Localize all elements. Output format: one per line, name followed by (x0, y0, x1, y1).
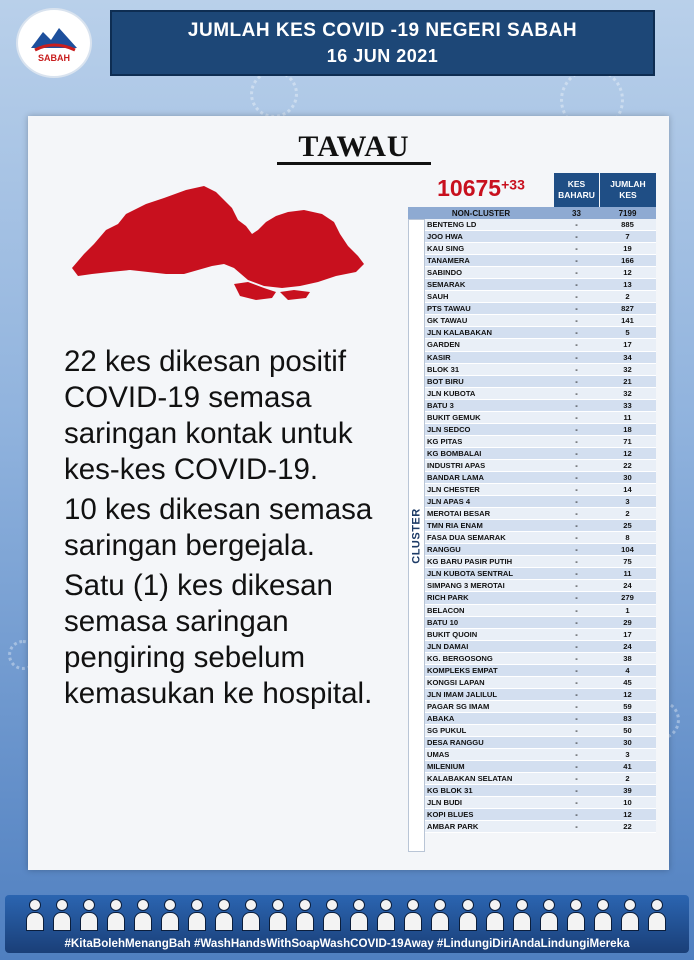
cluster-name: SAUH (427, 292, 449, 302)
cluster-total: 279 (621, 593, 634, 603)
cluster-name: PTS TAWAU (427, 304, 471, 314)
cluster-total: 885 (621, 220, 634, 230)
cluster-name: BATU 10 (427, 617, 459, 627)
cluster-name: JLN KALABAKAN (427, 328, 492, 338)
cluster-name: BATU 3 (427, 400, 454, 410)
worker-icon (107, 897, 125, 931)
cluster-name: KOPI BLUES (427, 810, 474, 820)
cluster-new: - (575, 738, 578, 748)
cluster-total: 41 (623, 762, 632, 772)
cluster-row (425, 617, 656, 629)
cluster-name: KONGSI LAPAN (427, 677, 485, 687)
district-title: TAWAU (277, 131, 431, 165)
cluster-total: 3 (625, 497, 630, 507)
cluster-row (425, 605, 656, 617)
cluster-row (425, 749, 656, 761)
cluster-new: - (575, 605, 578, 615)
cluster-new: - (575, 232, 578, 242)
cluster-name: BLOK 31 (427, 364, 460, 374)
cluster-row (425, 556, 656, 568)
cluster-row (425, 448, 656, 460)
cluster-label (408, 219, 425, 852)
cluster-row (425, 255, 656, 267)
cluster-total: 17 (623, 340, 632, 350)
cluster-row (425, 508, 656, 520)
cluster-name: JLN APAS 4 (427, 497, 471, 507)
cluster-total: 3 (625, 750, 630, 760)
cluster-new: - (575, 497, 578, 507)
cluster-row (425, 761, 656, 773)
cluster-new: - (575, 545, 578, 555)
worker-icon (513, 897, 531, 931)
non-cluster-new: 33 (572, 208, 581, 218)
cluster-name: DESA RANGGU (427, 738, 484, 748)
description-paragraph-3: Satu (1) kes dikesan semasa saringan pengiring sebelum kemasukan ke hospital. (64, 569, 373, 710)
cluster-new: - (575, 412, 578, 422)
virus-decoration-icon (250, 70, 298, 118)
worker-icon (242, 897, 260, 931)
cluster-new: - (575, 485, 578, 495)
worker-icon (161, 897, 179, 931)
sabah-state-logo-icon (29, 24, 79, 52)
cluster-name: BANDAR LAMA (427, 473, 484, 482)
cluster-total: 2 (625, 509, 630, 519)
cluster-new: - (575, 244, 578, 254)
cluster-row (425, 472, 656, 484)
worker-icon (188, 897, 206, 931)
cluster-row (425, 388, 656, 400)
column-header-total-cases-label: JUMLAH KES (610, 179, 646, 200)
cluster-row (425, 629, 656, 641)
cluster-new: - (575, 701, 578, 711)
cluster-name: BELACON (427, 605, 465, 615)
cluster-row (425, 737, 656, 749)
cluster-name: INDUSTRI APAS (427, 460, 486, 470)
cluster-new: - (575, 400, 578, 410)
cluster-name: AMBAR PARK (427, 822, 479, 832)
cluster-new: - (575, 220, 578, 230)
cluster-name: KG BARU PASIR PUTIH (427, 557, 513, 567)
worker-icon (431, 897, 449, 931)
cluster-row (425, 267, 656, 279)
cluster-new: - (575, 762, 578, 772)
cluster-total: 30 (623, 738, 632, 748)
cluster-total: 1 (625, 605, 630, 615)
cluster-row (425, 352, 656, 364)
logo-text: SABAH (37, 52, 70, 63)
cluster-total: 39 (623, 786, 632, 796)
column-header-new-cases (554, 173, 599, 207)
cluster-row (425, 303, 656, 315)
cluster-row (425, 315, 656, 327)
cluster-new: - (575, 641, 578, 651)
worker-icon (80, 897, 98, 931)
cluster-new: - (575, 424, 578, 434)
worker-icon (26, 897, 44, 931)
cluster-total: 14 (623, 485, 632, 495)
cluster-total: 22 (623, 822, 632, 832)
cluster-new: - (575, 617, 578, 627)
cluster-new: - (575, 473, 578, 482)
cluster-name: KG BOMBALAI (427, 448, 482, 458)
cluster-total: 75 (623, 557, 632, 567)
cluster-new: - (575, 292, 578, 302)
cluster-total: 19 (623, 244, 632, 254)
cluster-name: GARDEN (427, 340, 460, 350)
cluster-name: MILENIUM (427, 762, 465, 772)
cluster-total: 12 (623, 810, 632, 820)
cluster-name: JLN CHESTER (427, 485, 480, 495)
cluster-new: - (575, 557, 578, 567)
non-cluster-row (408, 207, 656, 219)
total-cases (408, 175, 554, 205)
cluster-row (425, 821, 656, 833)
cluster-name: TMN RIA ENAM (427, 521, 483, 531)
cluster-new: - (575, 689, 578, 699)
cluster-new: - (575, 364, 578, 374)
cluster-total: 10 (623, 798, 632, 808)
cluster-name: JLN IMAM JALILUL (427, 689, 498, 699)
cluster-new: - (575, 521, 578, 531)
cluster-row (425, 785, 656, 797)
non-cluster-name: NON-CLUSTER (451, 208, 511, 218)
cluster-new: - (575, 822, 578, 832)
cluster-row (425, 424, 656, 436)
worker-icon (134, 897, 152, 931)
cluster-new: - (575, 316, 578, 326)
cluster-new: - (575, 352, 578, 362)
cluster-new: - (575, 810, 578, 820)
cluster-total: 11 (623, 569, 632, 579)
cluster-total: 29 (623, 617, 632, 627)
cluster-row (425, 219, 656, 231)
cluster-total: 45 (623, 677, 632, 687)
cluster-name: KOMPLEKS EMPAT (427, 665, 498, 675)
cluster-new: - (575, 665, 578, 675)
cluster-row (425, 484, 656, 496)
cluster-total: 7 (625, 232, 630, 242)
cluster-total: 50 (623, 725, 632, 735)
cluster-total: 12 (623, 268, 632, 278)
worker-icon (594, 897, 612, 931)
cluster-total: 30 (623, 473, 632, 482)
cluster-row (425, 580, 656, 592)
header-title: JUMLAH KES COVID -19 NEGERI SABAH (187, 20, 578, 41)
sabah-logo (16, 8, 92, 78)
cluster-name: RANGGU (427, 545, 461, 555)
cluster-row (425, 592, 656, 604)
cluster-name: SG PUKUL (427, 725, 467, 735)
cluster-name: FASA DUA SEMARAK (427, 533, 506, 543)
description-paragraph-2: 10 kes dikesan semasa saringan bergejala. (64, 493, 373, 562)
cluster-name: JLN BUDI (427, 798, 463, 808)
cluster-name: SIMPANG 3 MEROTAI (427, 581, 505, 591)
new-cases-increment: +33 (501, 176, 525, 193)
cluster-new: - (575, 328, 578, 338)
cluster-total: 71 (623, 436, 632, 446)
cluster-row (425, 243, 656, 255)
cluster-name: JLN SEDCO (427, 424, 471, 434)
cluster-name: SABINDO (427, 268, 463, 278)
cluster-new: - (575, 581, 578, 591)
cluster-new: - (575, 304, 578, 314)
cluster-total: 11 (623, 412, 632, 422)
cluster-row (425, 641, 656, 653)
tawau-map-icon (66, 182, 372, 306)
cluster-row (425, 532, 656, 544)
cluster-row (425, 713, 656, 725)
cluster-total: 4 (625, 665, 630, 675)
cluster-total: 32 (623, 364, 632, 374)
cluster-total: 34 (623, 352, 632, 362)
cluster-row (425, 773, 656, 785)
cluster-name: JOO HWA (427, 232, 463, 242)
cluster-total: 33 (623, 400, 632, 410)
cluster-name: PAGAR SG IMAM (427, 701, 490, 711)
cluster-name: KG PITAS (427, 436, 463, 446)
cluster-name: UMAS (427, 750, 450, 760)
cluster-row (425, 701, 656, 713)
cluster-total: 38 (623, 653, 632, 663)
worker-icon (404, 897, 422, 931)
cluster-total: 104 (621, 545, 634, 555)
cluster-total: 83 (623, 713, 632, 723)
cluster-row (425, 520, 656, 532)
cluster-name: BOT BIRU (427, 376, 464, 386)
cluster-row (425, 665, 656, 677)
cluster-total: 17 (623, 629, 632, 639)
non-cluster-total: 7199 (618, 208, 637, 218)
cluster-name: JLN DAMAI (427, 641, 469, 651)
cluster-total: 32 (623, 388, 632, 398)
cluster-label-text: CLUSTER (410, 507, 423, 564)
worker-icon (350, 897, 368, 931)
cluster-row (425, 436, 656, 448)
worker-icon (215, 897, 233, 931)
cluster-name: GK TAWAU (427, 316, 468, 326)
cluster-total: 12 (623, 448, 632, 458)
footer-hashtags: #KitaBolehMenangBah #WashHandsWithSoapWashCOVID-19Away #LindungiDiriAndaLindungiMereka (64, 937, 630, 950)
cluster-new: - (575, 509, 578, 519)
cluster-new: - (575, 653, 578, 663)
cluster-new: - (575, 750, 578, 760)
cluster-name: SEMARAK (427, 280, 466, 290)
worker-icon (486, 897, 504, 931)
cluster-new: - (575, 436, 578, 446)
cluster-row (425, 544, 656, 556)
cluster-new: - (575, 629, 578, 639)
cluster-new: - (575, 376, 578, 386)
cluster-row (425, 279, 656, 291)
cluster-name: KG. BERGOSONG (427, 653, 493, 663)
worker-icon (567, 897, 585, 931)
column-header-new-cases-label: KES BAHARU (558, 179, 595, 200)
cluster-row (425, 364, 656, 376)
cluster-name: JLN KUBOTA SENTRAL (427, 569, 514, 579)
cluster-new: - (575, 593, 578, 603)
cluster-name: JLN KUBOTA (427, 388, 476, 398)
cluster-row (425, 327, 656, 339)
cluster-total: 13 (623, 280, 632, 290)
cluster-new: - (575, 268, 578, 278)
total-cases-value: 10675 (437, 175, 502, 201)
cluster-total: 18 (623, 424, 632, 434)
cluster-row (425, 339, 656, 351)
cluster-name: BENTENG LD (427, 220, 477, 230)
description-paragraph-1: 22 kes dikesan positif COVID-19 semasa saringan kontak untuk kes-kes COVID-19. (64, 345, 353, 486)
cluster-new: - (575, 280, 578, 290)
cluster-name: MEROTAI BESAR (427, 509, 491, 519)
cluster-total: 5 (625, 328, 630, 338)
cluster-total: 59 (623, 701, 632, 711)
cluster-new: - (575, 677, 578, 687)
cluster-total: 12 (623, 689, 632, 699)
cluster-name: ABAKA (427, 713, 455, 723)
cluster-name: BUKIT QUOIN (427, 629, 478, 639)
worker-icon (296, 897, 314, 931)
cluster-row (425, 689, 656, 701)
case-description (64, 344, 409, 712)
cluster-new: - (575, 713, 578, 723)
cluster-name: KG BLOK 31 (427, 786, 473, 796)
cluster-total: 21 (623, 376, 632, 386)
cluster-name: RICH PARK (427, 593, 469, 603)
cluster-total: 166 (621, 256, 634, 266)
cluster-row (425, 809, 656, 821)
cluster-new: - (575, 725, 578, 735)
worker-icon (323, 897, 341, 931)
cluster-total: 827 (621, 304, 634, 314)
column-header-total-cases (600, 173, 656, 207)
worker-icon (459, 897, 477, 931)
worker-icon (377, 897, 395, 931)
cluster-total: 8 (625, 533, 630, 543)
worker-icon (269, 897, 287, 931)
cluster-new: - (575, 256, 578, 266)
cluster-new: - (575, 786, 578, 796)
cluster-total: 22 (623, 460, 632, 470)
cluster-name: KALABAKAN SELATAN (427, 774, 513, 784)
worker-icon (540, 897, 558, 931)
cluster-row (425, 496, 656, 508)
cluster-new: - (575, 533, 578, 543)
cluster-row (425, 231, 656, 243)
cluster-name: BUKIT GEMUK (427, 412, 481, 422)
frontline-workers-icons (26, 897, 666, 931)
cluster-total: 141 (621, 316, 634, 326)
worker-icon (53, 897, 71, 931)
cluster-total: 2 (625, 292, 630, 302)
cluster-new: - (575, 569, 578, 579)
cluster-row (425, 460, 656, 472)
cluster-name: KASIR (427, 352, 451, 362)
cluster-total: 24 (623, 641, 632, 651)
cluster-new: - (575, 448, 578, 458)
cluster-total: 25 (623, 521, 632, 531)
cluster-row (425, 725, 656, 737)
cluster-row (425, 376, 656, 388)
cluster-name: TANAMERA (427, 256, 470, 266)
worker-icon (648, 897, 666, 931)
cluster-row (425, 400, 656, 412)
cluster-new: - (575, 774, 578, 784)
cluster-table (425, 219, 656, 833)
cluster-total: 24 (623, 581, 632, 591)
header-date: 16 JUN 2021 (326, 46, 439, 66)
cluster-new: - (575, 340, 578, 350)
cluster-row (425, 412, 656, 424)
cluster-name: KAU SING (427, 244, 465, 254)
cluster-new: - (575, 388, 578, 398)
worker-icon (621, 897, 639, 931)
cluster-new: - (575, 798, 578, 808)
cluster-row (425, 677, 656, 689)
cluster-row (425, 797, 656, 809)
cluster-row (425, 291, 656, 303)
page-header (110, 10, 655, 76)
cluster-row (425, 568, 656, 580)
cluster-row (425, 653, 656, 665)
cluster-total: 2 (625, 774, 630, 784)
cluster-new: - (575, 460, 578, 470)
